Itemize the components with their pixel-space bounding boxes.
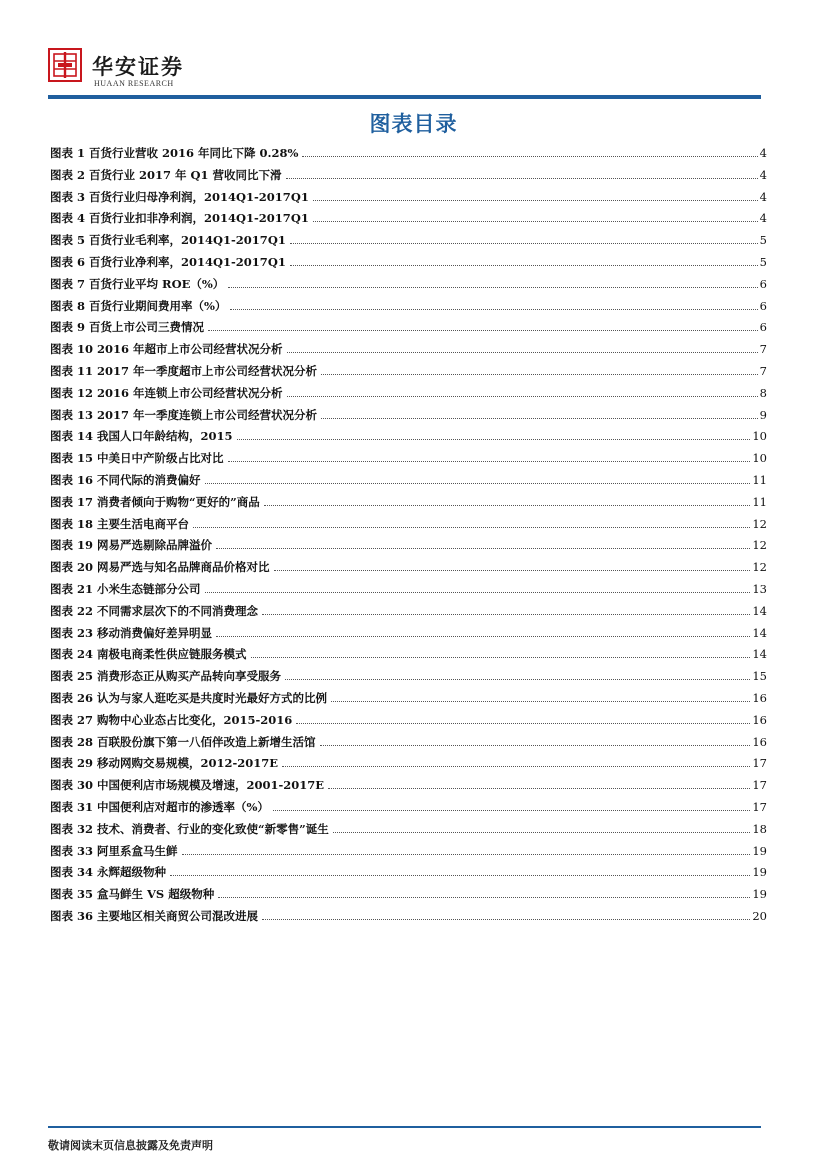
toc-entry-label[interactable]: 图表 29 移动网购交易规模，2012-2017E bbox=[50, 756, 279, 771]
toc-entry-page-number[interactable]: 19 bbox=[752, 887, 767, 902]
toc-entry[interactable] bbox=[50, 799, 767, 821]
toc-entry[interactable] bbox=[50, 625, 767, 647]
toc-leader-dots bbox=[287, 352, 758, 353]
toc-entry-page-number[interactable]: 17 bbox=[752, 799, 767, 814]
toc-entry-label[interactable]: 图表 33 阿里系盒马生鲜 bbox=[50, 843, 178, 858]
toc-leader-dots bbox=[287, 396, 758, 397]
toc-entry[interactable] bbox=[50, 494, 767, 516]
toc-leader-dots bbox=[290, 265, 758, 266]
toc-entry-label[interactable]: 图表 9 百货上市公司三费情况 bbox=[50, 320, 205, 335]
toc-entry[interactable] bbox=[50, 145, 767, 167]
toc-leader-dots bbox=[216, 636, 750, 637]
brand-name-cn: 华安证券 bbox=[92, 54, 184, 79]
toc-entry-page-number[interactable]: 12 bbox=[752, 516, 767, 531]
toc-entry-page-number[interactable]: 16 bbox=[752, 734, 767, 749]
toc-entry[interactable] bbox=[50, 668, 767, 690]
toc-entry-label[interactable]: 图表 13 2017 年一季度连锁上市公司经营状况分析 bbox=[50, 407, 318, 422]
report-header bbox=[48, 48, 760, 92]
toc-leader-dots bbox=[262, 919, 750, 920]
toc-entry-label[interactable]: 图表 27 购物中心业态占比变化，2015-2016 bbox=[50, 712, 293, 727]
toc-leader-dots bbox=[285, 679, 750, 680]
toc-entry-label[interactable]: 图表 34 永辉超级物种 bbox=[50, 865, 167, 880]
toc-entry-page-number[interactable]: 17 bbox=[752, 756, 767, 771]
toc-leader-dots bbox=[321, 374, 758, 375]
toc-entry-label[interactable]: 图表 5 百货行业毛利率，2014Q1-2017Q1 bbox=[50, 233, 286, 248]
toc-leader-dots bbox=[237, 439, 751, 440]
toc-entry-label[interactable]: 图表 19 网易严选剔除品牌溢价 bbox=[50, 538, 213, 553]
toc-entry-page-number[interactable]: 20 bbox=[752, 908, 767, 923]
toc-entry-page-number[interactable]: 6 bbox=[759, 320, 767, 335]
disclaimer-footer: 敬请阅读末页信息披露及免责声明 bbox=[48, 1139, 213, 1152]
toc-entry[interactable] bbox=[50, 646, 767, 668]
toc-entry-label[interactable]: 图表 26 认为与家人逛吃买是共度时光最好方式的比例 bbox=[50, 690, 328, 705]
toc-leader-dots bbox=[205, 483, 751, 484]
toc-entry[interactable] bbox=[50, 886, 767, 908]
toc-entry-label[interactable]: 图表 18 主要生活电商平台 bbox=[50, 516, 190, 531]
toc-entry-label[interactable]: 图表 35 盒马鲜生 VS 超级物种 bbox=[50, 887, 215, 902]
toc-entry-page-number[interactable]: 19 bbox=[752, 843, 767, 858]
toc-entry[interactable] bbox=[50, 843, 767, 865]
toc-leader-dots bbox=[218, 897, 750, 898]
toc-entry-label[interactable]: 图表 7 百货行业平均 ROE（%） bbox=[50, 276, 225, 291]
toc-entry[interactable] bbox=[50, 407, 767, 429]
toc-entry-page-number[interactable]: 16 bbox=[752, 690, 767, 705]
toc-entry[interactable] bbox=[50, 581, 767, 603]
footer-divider bbox=[48, 1126, 761, 1128]
toc-entry[interactable] bbox=[50, 210, 767, 232]
toc-entry-label[interactable]: 图表 23 移动消费偏好差异明显 bbox=[50, 625, 213, 640]
toc-entry-page-number[interactable]: 4 bbox=[759, 211, 767, 226]
toc-entry-page-number[interactable]: 6 bbox=[759, 298, 767, 313]
toc-leader-dots bbox=[193, 527, 750, 528]
toc-leader-dots bbox=[320, 745, 751, 746]
toc-entry-page-number[interactable]: 6 bbox=[759, 276, 767, 291]
toc-entry[interactable] bbox=[50, 755, 767, 777]
toc-entry[interactable] bbox=[50, 712, 767, 734]
toc-entry-page-number[interactable]: 11 bbox=[752, 472, 767, 487]
toc-entry-label[interactable]: 图表 31 中国便利店对超市的渗透率（%） bbox=[50, 799, 269, 814]
toc-entry[interactable] bbox=[50, 319, 767, 341]
toc-entry[interactable] bbox=[50, 516, 767, 538]
toc-entry-label[interactable]: 图表 14 我国人口年龄结构，2015 bbox=[50, 429, 233, 444]
toc-entry[interactable] bbox=[50, 777, 767, 799]
toc-entry-page-number[interactable]: 12 bbox=[752, 538, 767, 553]
toc-entry[interactable] bbox=[50, 298, 767, 320]
toc-entry[interactable] bbox=[50, 254, 767, 276]
toc-entry[interactable] bbox=[50, 603, 767, 625]
toc-leader-dots bbox=[313, 221, 758, 222]
toc-entry[interactable] bbox=[50, 385, 767, 407]
toc-leader-dots bbox=[321, 418, 758, 419]
toc-entry[interactable] bbox=[50, 341, 767, 363]
toc-leader-dots bbox=[328, 788, 750, 789]
toc-entry[interactable] bbox=[50, 537, 767, 559]
header-divider bbox=[48, 95, 761, 99]
toc-entry-page-number[interactable]: 5 bbox=[759, 254, 767, 269]
toc-entry-page-number[interactable]: 4 bbox=[759, 189, 767, 204]
table-of-figures bbox=[50, 145, 767, 930]
toc-entry-label[interactable]: 图表 16 不同代际的消费偏好 bbox=[50, 472, 201, 487]
toc-entry-page-number[interactable]: 10 bbox=[752, 429, 767, 444]
toc-leader-dots bbox=[274, 570, 751, 571]
toc-entry-page-number[interactable]: 4 bbox=[759, 146, 767, 160]
toc-entry-label[interactable]: 图表 28 百联股份旗下第一八佰伴改造上新增生活馆 bbox=[50, 734, 316, 749]
toc-entry-label[interactable]: 图表 30 中国便利店市场规模及增速，2001-2017E bbox=[50, 778, 325, 793]
toc-leader-dots bbox=[170, 875, 750, 876]
toc-entry-label[interactable]: 图表 6 百货行业净利率，2014Q1-2017Q1 bbox=[50, 254, 286, 269]
toc-entry[interactable] bbox=[50, 189, 767, 211]
toc-leader-dots bbox=[216, 548, 750, 549]
toc-leader-dots bbox=[182, 854, 751, 855]
toc-leader-dots bbox=[262, 614, 750, 615]
toc-entry-page-number[interactable]: 14 bbox=[752, 647, 767, 662]
toc-leader-dots bbox=[273, 810, 750, 811]
toc-entry-label[interactable]: 图表 12 2016 年连锁上市公司经营状况分析 bbox=[50, 385, 283, 400]
toc-entry-label[interactable]: 图表 20 网易严选与知名品牌商品价格对比 bbox=[50, 560, 270, 575]
toc-entry[interactable] bbox=[50, 363, 767, 385]
toc-entry-page-number[interactable]: 14 bbox=[752, 603, 767, 618]
toc-leader-dots bbox=[208, 330, 758, 331]
toc-leader-dots bbox=[302, 156, 757, 157]
toc-entry-page-number[interactable]: 12 bbox=[752, 560, 767, 575]
toc-leader-dots bbox=[205, 592, 751, 593]
toc-entry-label[interactable]: 图表 1 百货行业营收 2016 年同比下降 0.28% bbox=[50, 146, 299, 160]
toc-entry-page-number[interactable]: 7 bbox=[759, 363, 767, 378]
toc-entry-page-number[interactable]: 15 bbox=[752, 669, 767, 684]
toc-entry-label[interactable]: 图表 17 消费者倾向于购物“更好的”商品 bbox=[50, 494, 260, 509]
toc-entry-page-number[interactable]: 13 bbox=[752, 581, 767, 596]
toc-entry[interactable] bbox=[50, 864, 767, 886]
toc-leader-dots bbox=[228, 461, 751, 462]
toc-entry-page-number[interactable]: 17 bbox=[752, 778, 767, 793]
toc-leader-dots bbox=[251, 657, 751, 658]
toc-entry-page-number[interactable]: 14 bbox=[752, 625, 767, 640]
toc-leader-dots bbox=[313, 200, 758, 201]
toc-entry-label[interactable]: 图表 3 百货行业归母净利润，2014Q1-2017Q1 bbox=[50, 189, 309, 204]
toc-entry[interactable] bbox=[50, 559, 767, 581]
toc-entry-page-number[interactable]: 19 bbox=[752, 865, 767, 880]
toc-entry[interactable] bbox=[50, 690, 767, 712]
toc-entry-label[interactable]: 图表 22 不同需求层次下的不同消费理念 bbox=[50, 603, 259, 618]
toc-entry[interactable] bbox=[50, 821, 767, 843]
toc-entry-label[interactable]: 图表 32 技术、消费者、行业的变化致使“新零售”诞生 bbox=[50, 821, 329, 836]
toc-entry-label[interactable]: 图表 36 主要地区相关商贸公司混改进展 bbox=[50, 908, 259, 923]
toc-entry-page-number[interactable]: 10 bbox=[752, 451, 767, 466]
toc-leader-dots bbox=[290, 243, 758, 244]
toc-entry-page-number[interactable]: 18 bbox=[752, 821, 767, 836]
toc-entry[interactable] bbox=[50, 167, 767, 189]
toc-entry[interactable] bbox=[50, 428, 767, 450]
toc-entry-page-number[interactable]: 16 bbox=[752, 712, 767, 727]
toc-entry-page-number[interactable]: 7 bbox=[759, 342, 767, 357]
toc-leader-dots bbox=[228, 287, 757, 288]
toc-leader-dots bbox=[230, 309, 757, 310]
toc-entry-label[interactable]: 图表 21 小米生态链部分公司 bbox=[50, 581, 201, 596]
huaan-logo-icon bbox=[48, 48, 82, 82]
toc-leader-dots bbox=[296, 723, 750, 724]
toc-entry-page-number[interactable]: 4 bbox=[759, 167, 767, 182]
toc-entry-label[interactable]: 图表 4 百货行业扣非净利润，2014Q1-2017Q1 bbox=[50, 211, 309, 226]
toc-entry-label[interactable]: 图表 8 百货行业期间费用率（%） bbox=[50, 298, 227, 313]
toc-leader-dots bbox=[282, 766, 750, 767]
toc-leader-dots bbox=[331, 701, 750, 702]
toc-entry[interactable] bbox=[50, 450, 767, 472]
toc-leader-dots bbox=[333, 832, 751, 833]
toc-entry-page-number[interactable]: 11 bbox=[752, 494, 767, 509]
toc-entry-page-number[interactable]: 5 bbox=[759, 233, 767, 248]
toc-entry-label[interactable]: 图表 2 百货行业 2017 年 Q1 营收同比下滑 bbox=[50, 167, 282, 182]
toc-entry[interactable] bbox=[50, 472, 767, 494]
toc-entry-page-number[interactable]: 9 bbox=[759, 407, 767, 422]
toc-leader-dots bbox=[264, 505, 751, 506]
toc-entry[interactable] bbox=[50, 276, 767, 298]
toc-entry-label[interactable]: 图表 11 2017 年一季度超市上市公司经营状况分析 bbox=[50, 363, 318, 378]
toc-entry-label[interactable]: 图表 24 南极电商柔性供应链服务模式 bbox=[50, 647, 247, 662]
toc-entry-label[interactable]: 图表 25 消费形态正从购买产品转向享受服务 bbox=[50, 669, 282, 684]
page-title: 图表目录 bbox=[369, 112, 458, 136]
toc-entry-label[interactable]: 图表 10 2016 年超市上市公司经营状况分析 bbox=[50, 342, 283, 357]
toc-entry-page-number[interactable]: 8 bbox=[759, 385, 767, 400]
toc-entry[interactable] bbox=[50, 232, 767, 254]
toc-entry[interactable] bbox=[50, 908, 767, 930]
toc-entry-label[interactable]: 图表 15 中美日中产阶级占比对比 bbox=[50, 451, 224, 466]
brand-name-en: HUAAN RESEARCH bbox=[94, 79, 174, 88]
toc-entry[interactable] bbox=[50, 734, 767, 756]
toc-leader-dots bbox=[286, 178, 758, 179]
